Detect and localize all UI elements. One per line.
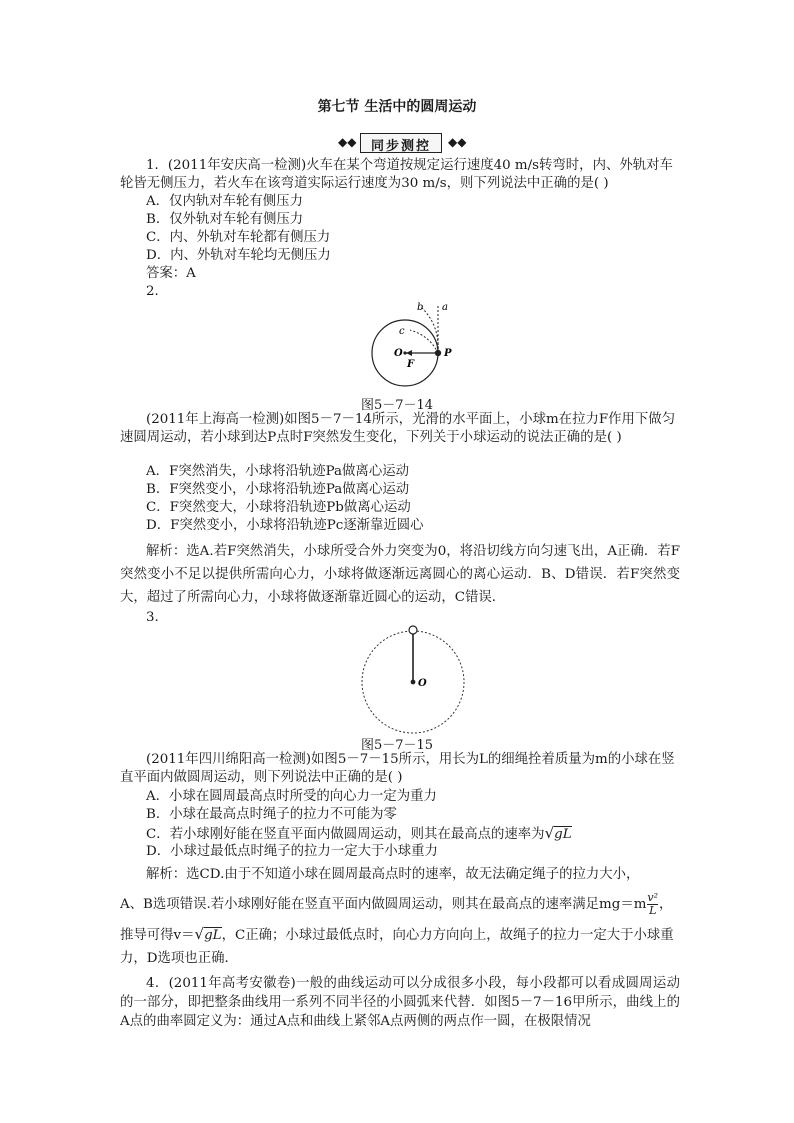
label-p: P: [444, 348, 452, 359]
diamond-icon: ◆◆: [338, 135, 357, 149]
label-o: O: [394, 348, 403, 359]
label-c: c: [399, 326, 405, 337]
banner-box: [360, 133, 442, 153]
sync-test-banner: [338, 133, 498, 153]
question-3-number: 3.: [146, 610, 159, 625]
force-arrow-icon: [406, 350, 412, 356]
sqrt-gl: √gL: [194, 925, 222, 943]
question-3-analysis-line-1: 解析：选CD.由于不知道小球在圆周最高点时的速率，故无法确定绳子的拉力大小，: [146, 867, 640, 882]
banner-label: 同步测控: [370, 139, 431, 154]
question-1-option-d: D．内、外轨对车轮均无侧压力: [146, 248, 331, 263]
question-3-option-c: [120, 824, 706, 844]
label-o: O: [418, 678, 427, 689]
trajectory-pc: [410, 330, 438, 353]
question-2-analysis: 解析：选A.若F突然消失，小球所受合外力突变为0，将沿切线方向匀速飞出，A正确．若F突然变小不足以提供所需向心力，小球将做逐渐远离圆心的离心运动．B、D错误．若F突然变大，超过了所需向心力，小球将做逐渐靠近圆心的运动，C错误．: [120, 544, 680, 605]
question-3-analysis-line-2: A、B选项错误.若小球刚好能在竖直平面内做圆周运动，则其在最高点的速率满足mg＝m $\frac{\text{v²}}{L}$ ，: [120, 891, 673, 917]
question-3-option-d: D．小球过最低点时绳子的拉力一定大于小球重力: [146, 844, 438, 859]
diamond-icon: ◆◆: [448, 135, 467, 149]
question-3-option-b: B．小球在最高点时绳子的拉力不可能为零: [146, 807, 397, 822]
center-point: [403, 351, 406, 354]
fraction-v2-over-l: $\frac{\text{v²}}{L}$: [647, 891, 659, 917]
ball-icon: [409, 626, 417, 634]
figure-5-7-15: [358, 624, 468, 734]
question-3-option-a: A．小球在圆周最高点时所受的向心力一定为重力: [146, 789, 437, 804]
question-3-analysis-line-3: 推导可得v＝√gL，C正确；小球过最低点时，向心力方向向上，故绳子的拉力一定大于小球重力，D选项也正确．: [120, 925, 674, 966]
question-1-option-a: A．仅内轨对车轮有侧压力: [146, 194, 303, 209]
question-2-option-b: B．F突然变小，小球将沿轨迹Pa做离心运动: [146, 482, 410, 497]
label-f: F: [407, 359, 415, 370]
sqrt-gl: √gL: [544, 824, 572, 842]
question-1-option-c: C．内、外轨对车轮都有侧压力: [146, 230, 331, 245]
question-2-number: 2.: [146, 284, 159, 299]
question-2-option-a: A．F突然消失，小球将沿轨迹Pa做离心运动: [146, 464, 409, 479]
center-point: [411, 680, 416, 685]
ball-icon: [435, 350, 441, 356]
question-2-stem: (2011年上海高一检测)如图5－7－14所示，光滑的水平面上，小球m在拉力F作用下做匀速圆周运动，若小球到达P点时F突然发生变化，下列关于小球运动的说法正确的是( ): [120, 412, 676, 445]
question-2-option-c: C．F突然变大，小球将沿轨迹Pb做离心运动: [146, 500, 411, 515]
section-title: 第七节 生活中的圆周运动: [317, 99, 477, 115]
figure-5-7-15-caption: 图5－7－15: [360, 738, 434, 753]
option-c-text: C．若小球刚好能在竖直平面内做圆周运动，则其在最高点的速率为: [146, 827, 545, 842]
figure-5-7-14: [360, 298, 460, 394]
label-b: b: [417, 302, 424, 313]
trajectory-pb: [422, 308, 438, 353]
question-1-stem: 1．(2011年安庆高一检测)火车在某个弯道按规定运行速度40 m/s转弯时，内、外轨对车轮皆无侧压力，若火车在该弯道实际运行速度为30 m/s，则下列说法中正确的是( ): [120, 158, 673, 191]
question-4-stem: 4．(2011年高考安徽卷)一般的曲线运动可以分成很多小段，每小段都可以看成圆周运动的一部分，即把整条曲线用一系列不同半径的小圆弧来代替．如图5－7－16甲所示，曲线上的A点的曲率圆定义为：通过A点和曲线上紧邻A点两侧的两点作一圆，在极限情况: [120, 976, 680, 1029]
figure-5-7-14-caption: 图5－7－14: [360, 398, 434, 413]
label-a: a: [442, 302, 448, 313]
question-3-stem: (2011年四川绵阳高一检测)如图5－7－15所示，用长为L的细绳拴着质量为m的小球在竖直平面内做圆周运动，则下列说法中正确的是( ): [120, 752, 675, 785]
question-1-option-b: B．仅外轨对车轮有侧压力: [146, 212, 304, 227]
question-2-option-d: D．F突然变小，小球将沿轨迹Pc逐渐靠近圆心: [146, 518, 424, 533]
question-1-answer: 答案：A: [146, 266, 196, 281]
